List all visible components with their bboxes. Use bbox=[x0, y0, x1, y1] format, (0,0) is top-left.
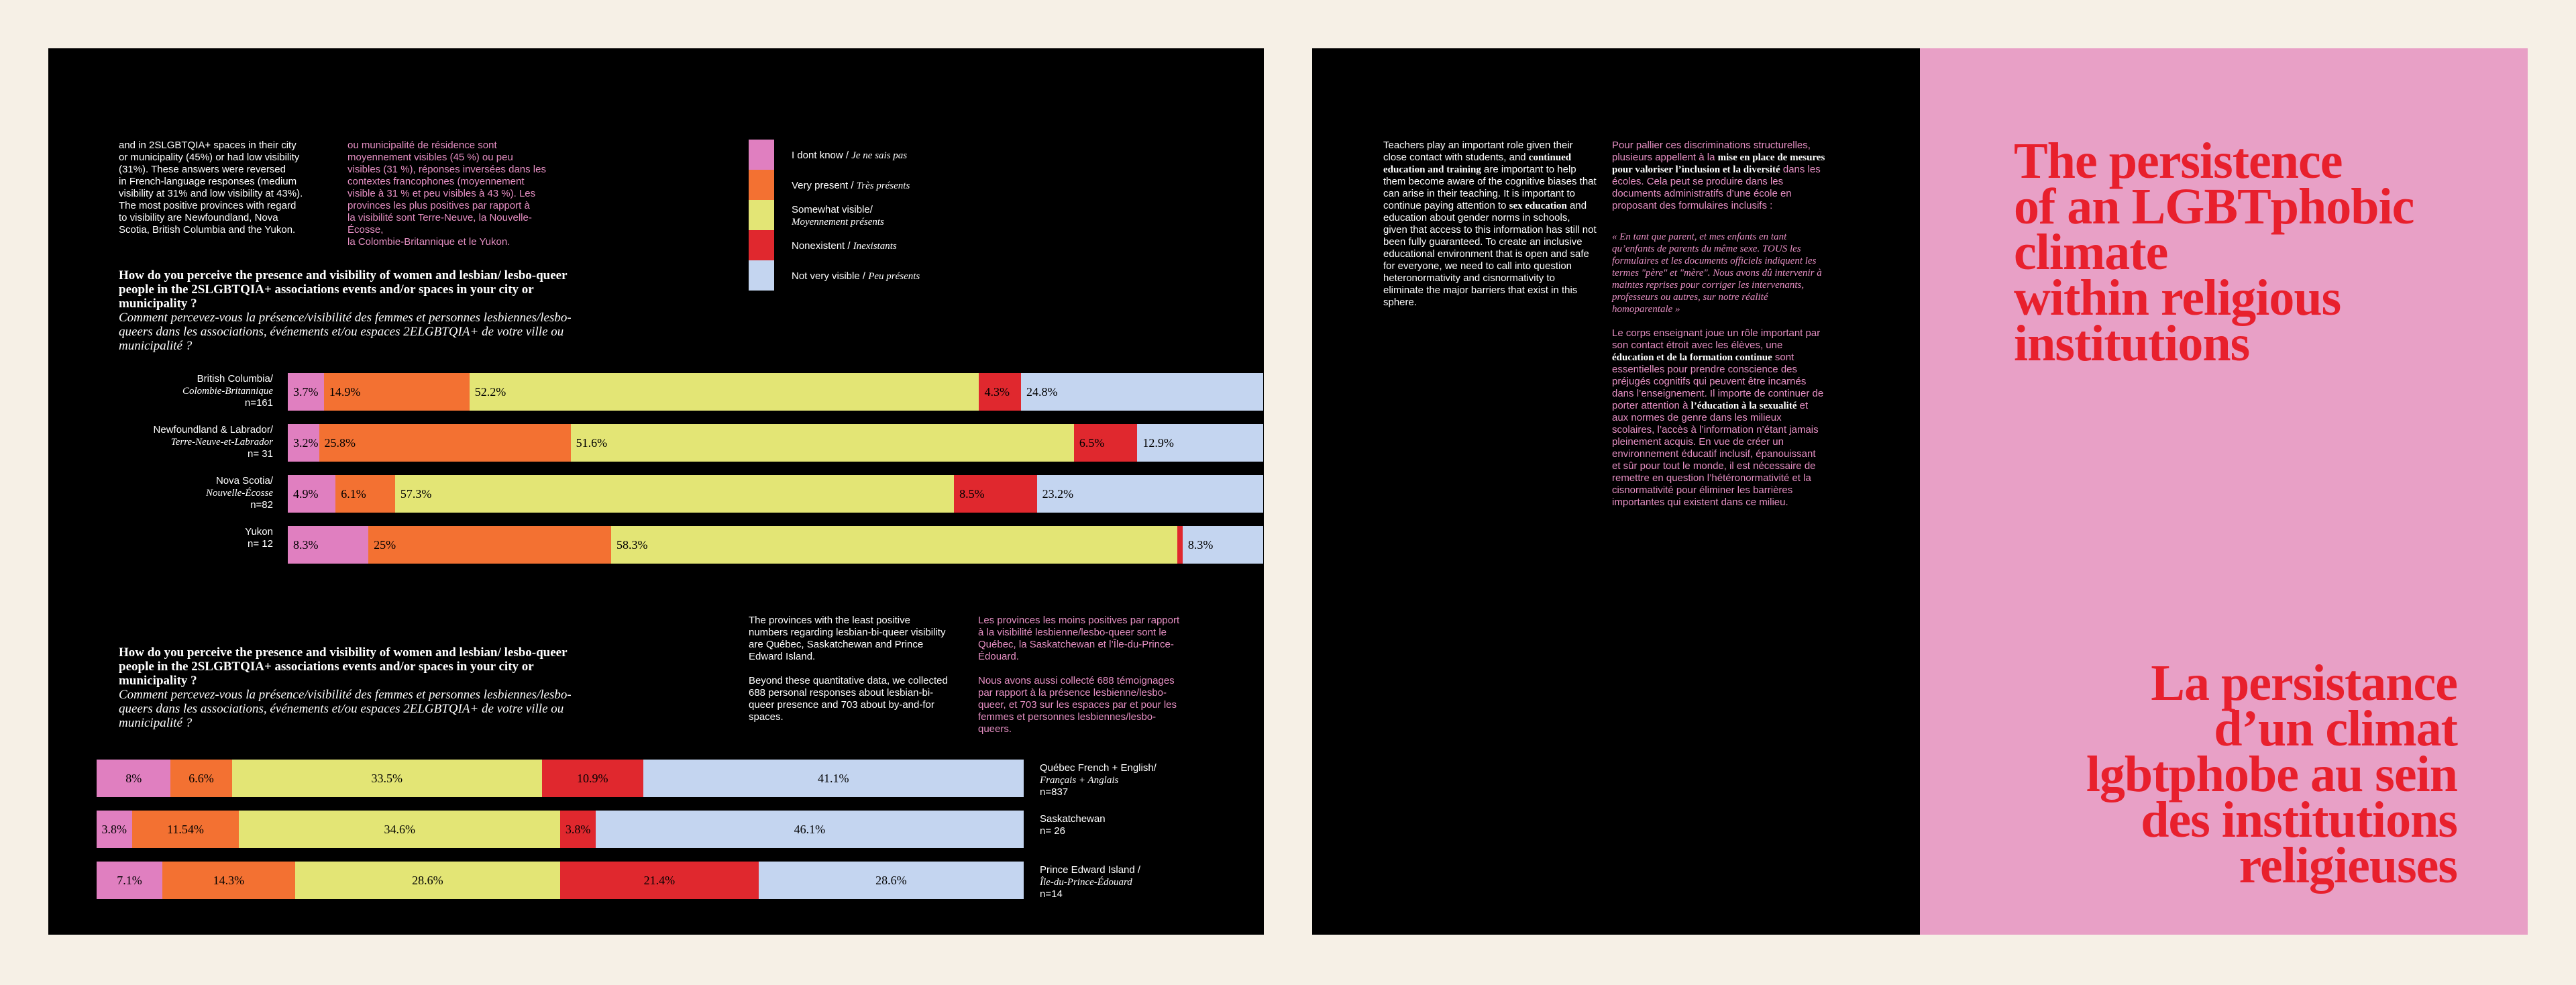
bar-row-label-en: British Columbia/ bbox=[197, 373, 273, 384]
legend-swatch-not-very-visible bbox=[749, 260, 774, 291]
question-2 bbox=[119, 645, 575, 730]
bar-row-label bbox=[119, 373, 273, 409]
bar-row-label-en: Prince Edward Island / bbox=[1040, 864, 1141, 876]
body-text-en: Teachers play an important role given their close contact with students, and continued education and training are important to help them become aware of the cognitive biases that can arise in their teaching. It is important to continue paying attention to sex education and education about gender norms in schools, given that access to this information has still not been fully guaranteed. To create an inclusive educational environment that is open and safe for everyone, we need to call into question heteronormativity and cisnormativity to eliminate the major barriers that exist in this sphere. bbox=[1383, 140, 1597, 308]
bar-segment-very-present: 11.54% bbox=[132, 811, 239, 848]
bar-row-label-en: Newfoundland & Labrador/ bbox=[153, 424, 273, 435]
bar-segment-very-present: 14.3% bbox=[162, 862, 295, 899]
bar-segment-very-present: 25% bbox=[368, 526, 611, 564]
bar-segment-not-very-visible: 46.1% bbox=[596, 811, 1024, 848]
bar-row-label-en: Nova Scotia/ bbox=[215, 475, 273, 486]
bar-segment-nonexistent: 3.8% bbox=[560, 811, 596, 848]
stacked-bar bbox=[97, 811, 1024, 848]
bar-row-n: n=14 bbox=[1040, 888, 1063, 900]
title-en: The persistence of an LGBTphobic climate within religious institutions bbox=[2014, 133, 2414, 372]
bar-segment-not-very-visible: 23.2% bbox=[1037, 475, 1263, 513]
bar-row-label-fr: Colombie-Britannique bbox=[182, 386, 273, 397]
bar-segment-somewhat-visible: 33.5% bbox=[232, 760, 543, 797]
body-text-fr-2: Le corps enseignant joue un rôle important par son contact étroit avec les élèves, une éducation et de la formation continue sont essentielles pour prendre conscience des préjugés cognitifs qui peuvent être incarnés dans l’enseignement. Il importe de continuer de porter attention à l’éducation à la sexualité et aux normes de genre dans les milieux scolaires, l’accès à l’information n’étant jamais pleinement acquis. En vue de créer un environnement éducatif inclusif, épanouissant et sûr pour tout le monde, il est nécessaire de remettre en question l’hétéronormativité et la cisnormativité pour éliminer les barrières importantes qui existent dans ce milieu. bbox=[1612, 327, 1824, 508]
bar-segment-not-very-visible: 41.1% bbox=[643, 760, 1024, 797]
bar-segment-not-very-visible: 24.8% bbox=[1021, 373, 1263, 411]
legend-swatch-dont-know bbox=[749, 140, 774, 170]
bar-segment-nonexistent: 21.4% bbox=[560, 862, 759, 899]
chart-legend bbox=[749, 140, 977, 294]
bar-segment-somewhat-visible: 28.6% bbox=[295, 862, 560, 899]
question-1 bbox=[119, 268, 575, 353]
bar-row-label bbox=[1040, 864, 1201, 900]
bar-segment-dont-know: 7.1% bbox=[97, 862, 162, 899]
bar-segment-very-present: 25.8% bbox=[319, 424, 571, 462]
mid-text-en-paragraph-1: The provinces with the least positive numbers regarding lesbian-bi-queer visibility are Québec, Saskatchewan and Prince Edward Island. bbox=[749, 615, 946, 662]
stacked-bar bbox=[288, 475, 1263, 513]
stacked-bar bbox=[97, 862, 1024, 899]
body-text-fr-1: Pour pallier ces discriminations structurelles, plusieurs appellent à la mise en place de mesures pour valoriser l’inclusion et la diversité dans les écoles. Cela peut se produire dans les documents administratifs d’une école en proposant des formulaires inclusifs : bbox=[1612, 140, 1825, 211]
bar-row-label-fr: Île-du-Prince-Édouard bbox=[1040, 877, 1132, 888]
legend-label-nonexistent: Nonexistent / Inexistants bbox=[792, 240, 897, 252]
stacked-bar bbox=[97, 760, 1024, 797]
bar-row-label bbox=[1040, 762, 1201, 798]
bar-segment-somewhat-visible: 52.2% bbox=[470, 373, 979, 411]
bar-segment-somewhat-visible: 34.6% bbox=[239, 811, 560, 848]
legend-swatch-very-present bbox=[749, 170, 774, 200]
bar-row-n: n=837 bbox=[1040, 786, 1069, 798]
bar-segment-very-present: 14.9% bbox=[324, 373, 470, 411]
bar-segment-somewhat-visible: 58.3% bbox=[611, 526, 1177, 564]
right-page-title bbox=[1920, 48, 2528, 935]
bar-segment-very-present: 6.1% bbox=[335, 475, 395, 513]
question-2-en: How do you perceive the presence and visibility of women and lesbian/ lesbo-queer people in the 2SLGBTQIA+ associations events and/or spaces in your city or municipality ? bbox=[119, 645, 568, 688]
stacked-bar bbox=[288, 424, 1263, 462]
bar-row-n: n= 31 bbox=[248, 448, 273, 460]
bar-segment-not-very-visible: 12.9% bbox=[1137, 424, 1263, 462]
bar-segment-dont-know: 3.8% bbox=[97, 811, 132, 848]
bar-segment-nonexistent: 6.5% bbox=[1074, 424, 1138, 462]
bar-segment-dont-know: 4.9% bbox=[288, 475, 335, 513]
bar-segment-nonexistent: 10.9% bbox=[542, 760, 643, 797]
bar-segment-somewhat-visible: 57.3% bbox=[395, 475, 954, 513]
bar-row-label bbox=[119, 424, 273, 460]
bar-row-label-fr: Terre-Neuve-et-Labrador bbox=[170, 437, 273, 448]
mid-text-fr-paragraph-2: Nous avons aussi collecté 688 témoignages par rapport à la présence lesbienne/lesbo-queer, et 703 sur les espaces par et pour les femmes et personnes lesbiennes/lesbo-queers. bbox=[978, 675, 1177, 735]
bar-row-n: n= 26 bbox=[1040, 825, 1065, 837]
left-page bbox=[48, 48, 1264, 935]
mid-text-en bbox=[749, 615, 950, 723]
legend-label-very-present: Very present / Très présents bbox=[792, 180, 910, 191]
bar-row-label-fr: Français + Anglais bbox=[1040, 775, 1119, 786]
bar-row-label bbox=[1040, 813, 1201, 837]
stacked-bar bbox=[288, 373, 1263, 411]
intro-text-fr: ou municipalité de résidence sont moyennement visibles (45 %) ou peu visibles (31 %), réponses inversées dans les contextes francophones (moyennement visible à 31 % et peu visibles à 43 %). Les provinces les plus positives par rapport à la visibilité sont Terre-Neuve, la Nouvelle- Écosse, la Colombie-Britannique et le Yukon. bbox=[347, 140, 546, 248]
bar-row-label-en: Saskatchewan bbox=[1040, 813, 1106, 825]
mid-text-fr bbox=[978, 615, 1186, 735]
bar-segment-dont-know: 8.3% bbox=[288, 526, 368, 564]
intro-text-en: and in 2SLGBTQIA+ spaces in their city or municipality (45%) or had low visibility (31%). These answers were reversed in French-language responses (medium visibility at 31% and low visibility at 43%). The most positive provinces with regard to visibility are Newfoundland, Nova Scotia, British Columbia and the Yukon. bbox=[119, 140, 303, 236]
legend-label-dont-know: I dont know / Je ne sais pas bbox=[792, 150, 908, 161]
question-2-fr: Comment percevez-vous la présence/visibilité des femmes et personnes lesbiennes/lesbo-queers dans les associations, événements et/ou espaces 2ELGBTQIA+ de votre ville ou municipalité ? bbox=[119, 688, 572, 730]
legend-swatch-somewhat-visible bbox=[749, 200, 774, 230]
question-1-fr: Comment percevez-vous la présence/visibilité des femmes et personnes lesbiennes/lesbo-queers dans les associations, événements et/ou espaces 2ELGBTQIA+ de votre ville ou municipalité ? bbox=[119, 311, 572, 353]
bar-segment-nonexistent bbox=[1177, 526, 1183, 564]
question-1-en: How do you perceive the presence and visibility of women and lesbian/ lesbo-queer people in the 2SLGBTQIA+ associations events and/or spaces in your city or municipality ? bbox=[119, 268, 568, 311]
bar-row-label-en: Québec French + English/ bbox=[1040, 762, 1157, 774]
bar-row-label-fr: Nouvelle-Écosse bbox=[206, 488, 273, 499]
bar-segment-dont-know: 3.7% bbox=[288, 373, 324, 411]
chart-provinces-positive bbox=[48, 368, 1264, 589]
title-fr: La persistance d’un climat lgbtphobe au sein des institutions religieuses bbox=[2086, 655, 2457, 894]
bar-segment-dont-know: 8% bbox=[97, 760, 170, 797]
bar-row-label bbox=[119, 526, 273, 550]
bar-row-label-en: Yukon bbox=[245, 526, 273, 537]
stacked-bar bbox=[288, 526, 1263, 564]
testimony-quote-fr: « En tant que parent, et mes enfants en tant qu’enfants de parents du même sexe. TOUS les formulaires et les documents officiels indiquent les termes "père" et "mère". Nous avons dû intervenir à maintes reprises pour corriger les intervenants, professeurs ou autres, sur notre réalité homoparentale » bbox=[1612, 231, 1822, 315]
bar-row-label bbox=[119, 475, 273, 511]
bar-segment-nonexistent: 8.5% bbox=[954, 475, 1037, 513]
legend-label-somewhat-visible: Somewhat visible/ Moyennement présents bbox=[792, 204, 884, 227]
mid-text-en-paragraph-2: Beyond these quantitative data, we collected 688 personal responses about lesbian-bi-queer presence and 703 about by-and-for spaces. bbox=[749, 675, 948, 723]
bar-row-n: n=161 bbox=[244, 397, 273, 409]
bar-segment-not-very-visible: 8.3% bbox=[1183, 526, 1263, 564]
chart-provinces-least-positive bbox=[48, 743, 1264, 918]
bar-segment-very-present: 6.6% bbox=[170, 760, 231, 797]
right-page-text bbox=[1312, 48, 1920, 935]
bar-row-n: n= 12 bbox=[248, 538, 273, 550]
mid-text-fr-paragraph-1: Les provinces les moins positives par rapport à la visibilité lesbienne/lesbo-queer sont le Québec, la Saskatchewan et l’Île-du-Prince-Édouard. bbox=[978, 615, 1180, 662]
bar-segment-somewhat-visible: 51.6% bbox=[571, 424, 1074, 462]
bar-segment-nonexistent: 4.3% bbox=[979, 373, 1021, 411]
bar-row-n: n=82 bbox=[250, 499, 273, 511]
bar-segment-dont-know: 3.2% bbox=[288, 424, 319, 462]
bar-segment-not-very-visible: 28.6% bbox=[759, 862, 1024, 899]
legend-swatch-nonexistent bbox=[749, 230, 774, 260]
legend-label-not-very-visible: Not very visible / Peu présents bbox=[792, 270, 920, 282]
